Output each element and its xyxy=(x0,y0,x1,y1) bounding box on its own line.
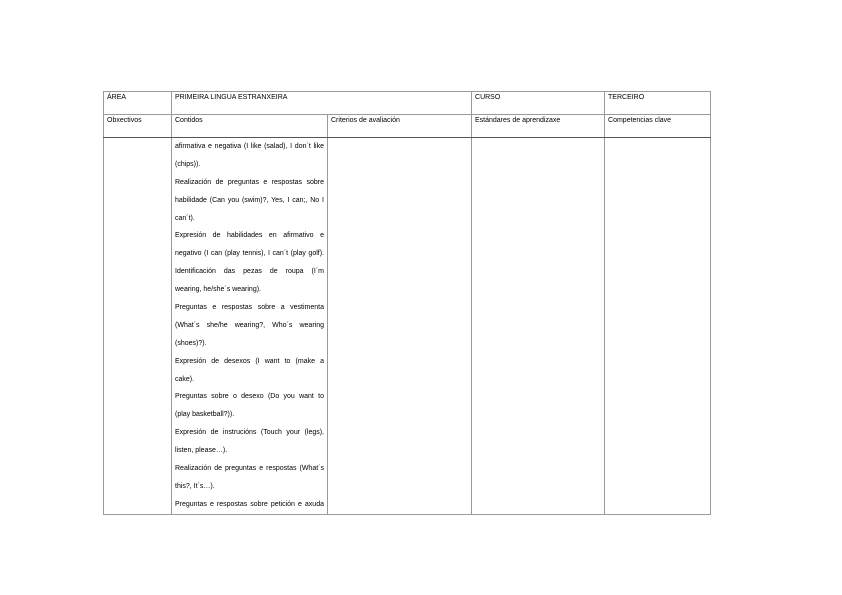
content-line: cake). xyxy=(175,375,195,383)
content-line: Realización de preguntas e respostas (What´s xyxy=(175,465,324,473)
content-line: Identificación das pezas de roupa (I´m xyxy=(175,268,324,276)
col-header-standards: Estándares de aprendizaxe xyxy=(472,115,605,138)
content-line: listen, please…). xyxy=(175,447,228,455)
content-line: afirmativa e negativa (I like (salad), I don´t like xyxy=(175,143,324,150)
criteria-cell xyxy=(328,138,472,515)
curso-value-cell: TERCEIRO xyxy=(605,92,711,115)
body-row xyxy=(104,138,711,515)
header-row xyxy=(104,92,711,115)
curso-label-cell: CURSO xyxy=(472,92,605,115)
competences-cell xyxy=(605,138,711,515)
standards-cell xyxy=(472,138,605,515)
content-line: Preguntas sobre o desexo (Do you want to xyxy=(175,393,324,401)
col-header-contents: Contidos xyxy=(172,115,328,138)
column-header-row xyxy=(104,115,711,138)
content-line: Preguntas e respostas sobre a vestimenta xyxy=(175,304,324,312)
content-line: (shoes)?). xyxy=(175,339,207,347)
area-value-cell: PRIMEIRA LINGUA ESTRANXEIRA xyxy=(172,92,472,115)
content-line: Preguntas e respostas sobre petición e axuda xyxy=(175,500,324,508)
content-line: (chips)). xyxy=(175,160,201,168)
content-line: habilidade (Can you (swim)?, Yes, I can;, No I xyxy=(175,196,324,204)
content-line: Expresión de habilidades en afirmativo e xyxy=(175,232,324,240)
content-line: (What´s she/he wearing?, Who´s wearing xyxy=(175,321,324,329)
col-header-objectives: Obxectivos xyxy=(104,115,172,138)
content-line: this?, It´s…). xyxy=(175,482,215,490)
objectives-cell xyxy=(104,138,172,515)
contents-cell xyxy=(172,138,328,515)
content-line: negativo (I can (play tennis), I can´t (play golf). xyxy=(175,250,324,258)
content-line: Expresión de desexos (I want to (make a xyxy=(175,357,324,365)
content-line: wearing, he/she´s wearing). xyxy=(175,286,261,294)
area-label-cell: ÁREA xyxy=(104,92,172,115)
col-header-criteria: Criterios de avaliación xyxy=(328,115,472,138)
curriculum-table xyxy=(103,91,711,515)
content-line: can´t). xyxy=(175,214,195,222)
content-line: Expresión de instrucións (Touch your (legs), xyxy=(175,429,324,437)
content-line: Realización de preguntas e respostas sobre xyxy=(175,178,324,186)
content-line: (play basketball?)). xyxy=(175,411,235,419)
col-header-competences: Competencias clave xyxy=(605,115,711,138)
